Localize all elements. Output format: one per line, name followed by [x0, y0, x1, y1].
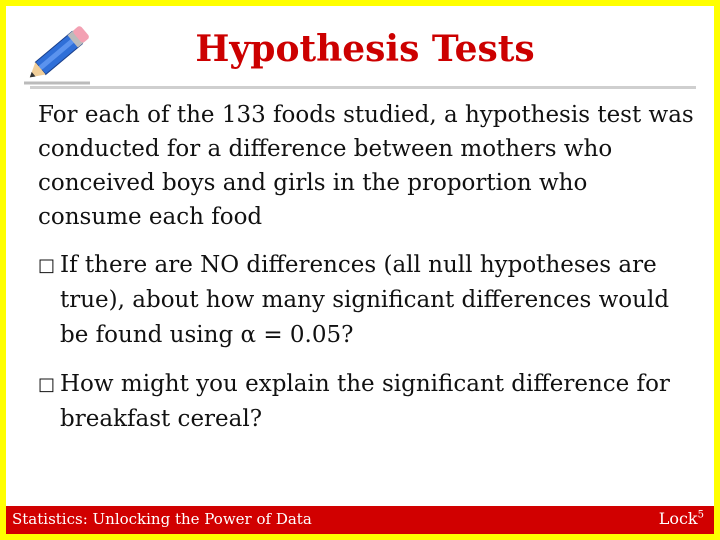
footer-bar [6, 506, 714, 534]
bullet-item [38, 248, 698, 353]
bullet-text: How might you explain the significant difference for breakfast cereal? [60, 371, 670, 432]
footer-author-name: Lock [658, 509, 698, 528]
footer-book-title: Statistics: Unlocking the Power of Data [12, 510, 312, 528]
bullet-box-icon: □ [38, 255, 56, 276]
slide-title: Hypothesis Tests [195, 28, 535, 70]
title-divider [30, 86, 696, 89]
footer-author [659, 509, 704, 528]
bullet-box-icon: □ [38, 374, 56, 395]
intro-paragraph: For each of the 133 foods studied, a hypothesis test was conducted for a difference between mothers who conceived boys and girls in the proportion who consume each food [38, 102, 694, 230]
bullet-text: If there are NO differences (all null hypotheses are true), about how many significant differences would be found using α = 0.05? [60, 252, 670, 348]
bullet-item [38, 367, 698, 437]
footer-author-superscript: 5 [697, 509, 704, 521]
